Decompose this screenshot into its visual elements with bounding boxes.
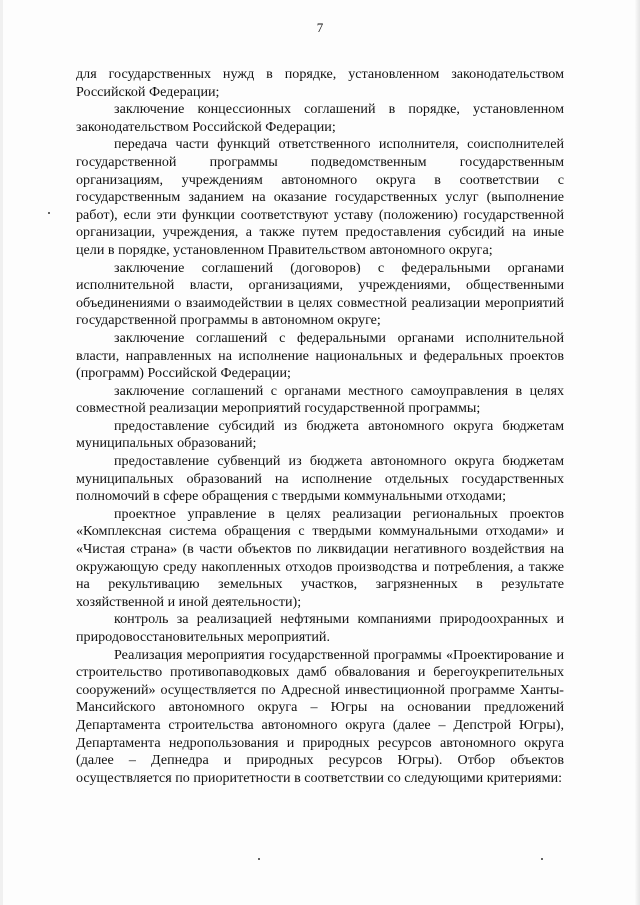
- paragraph: заключение соглашений с органами местного самоуправления в целях совместной реализации мероприятий государственной программы;: [76, 382, 564, 417]
- paragraph: контроль за реализацией нефтяными компаниями природоохранных и природовосстановительных мероприятий.: [76, 611, 564, 645]
- paragraph: предоставление субвенций из бюджета автономного округа бюджетам муниципальных образований на исполнение отдельных государственных полномочий в сфере обращения с твердыми коммунальными отходами;: [76, 453, 564, 505]
- page-number: 7: [316, 20, 324, 35]
- paragraph: заключение концессионных соглашений в порядке, установленном законодательством Российской Федерации;: [76, 101, 564, 135]
- paragraph: Реализация мероприятия государственной программы «Проектирование и строительство противопаводковых дамб обвалования и берегоукрепительных сооружений» осуществляется по Адресной инвестиционной программе Ханты-Мансийского автономного округа – Югры на основании предложений Департамента строительства автономного округа (далее – Депстрой Югры), Департамента недропользования и природных ресурсов автономного округа (далее – Депнедра и природных ресурсов Югры). Отбор объектов осуществляется по приоритетности в соответствии со следующими критериями:: [76, 646, 564, 786]
- scan-speck: [48, 212, 50, 214]
- paragraph: предоставление субсидий из бюджета автономного округа бюджетам муниципальных образований;: [76, 417, 564, 452]
- paragraph: заключение соглашений с федеральными органами исполнительной власти, направленных на исполнение национальных и федеральных проектов (программ) Российской Федерации;: [76, 329, 564, 382]
- paragraph-continuation: для государственных нужд в порядке, установленном законодательством Российской Федерации;: [76, 66, 564, 100]
- scan-speck: [541, 858, 543, 860]
- paragraph: передача части функций ответственного исполнителя, соисполнителей государственной программы подведомственным государственным организациям, учреждениям автономного округа в соответствии с государственным заданием на оказание государственных услуг (выполнение работ), если эти функции соответствуют уставу (положению) государственной организации, учреждения, а также путем предоставления субсидий на иные цели в порядке, установленном Правительством автономного округа;: [76, 136, 564, 258]
- paragraph: заключение соглашений (договоров) с федеральными органами исполнительной власти, организациями, учреждениями, общественными объединениями о взаимодействии в целях совместной реализации мероприятий государственной программы в автономном округе;: [76, 259, 564, 329]
- scan-left-edge: [0, 0, 3, 905]
- document-body: [76, 66, 564, 787]
- scan-speck: [258, 858, 260, 860]
- paragraph: проектное управление в целях реализации региональных проектов «Комплексная система обращения с твердыми коммунальными отходами» и «Чистая страна» (в части объектов по ликвидации негативного воздействия на окружающую среду накопленных отходов производства и потребления, а также на рекультивацию земельных участков, загрязненных в результате хозяйственной и иной деятельности);: [76, 505, 564, 610]
- scan-right-edge: [634, 0, 640, 905]
